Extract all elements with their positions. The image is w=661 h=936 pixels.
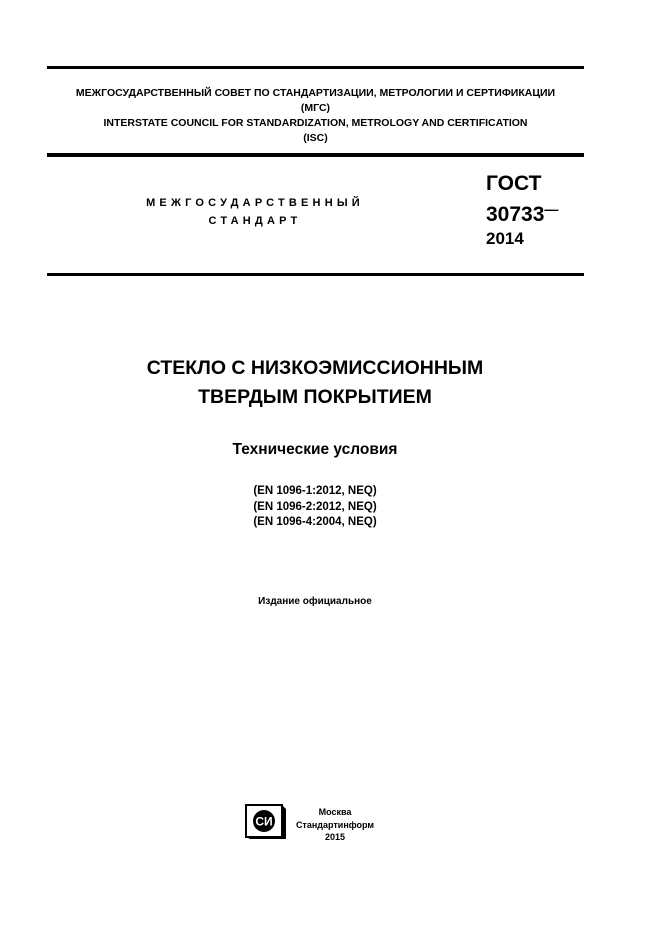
council-header — [47, 86, 584, 146]
gost-designation — [486, 172, 558, 252]
gost-number: 30733 — [486, 202, 545, 226]
standartinform-logo-icon — [245, 804, 287, 840]
publisher-year: 2015 — [324, 832, 346, 842]
council-name-ru: МЕЖГОСУДАРСТВЕННЫЙ СОВЕТ ПО СТАНДАРТИЗАЦИИ, МЕТРОЛОГИИ И СЕРТИФИКАЦИИ — [75, 87, 556, 99]
publisher-info — [285, 806, 385, 844]
gost-year: 2014 — [486, 229, 524, 248]
title-line1: СТЕКЛО С НИЗКОЭМИССИОННЫМ — [146, 357, 484, 379]
standard-type-line1: МЕЖГОСУДАРСТВЕННЫЙ — [146, 197, 364, 209]
title-line2: ТВЕРДЫМ ПОКРЫТИЕМ — [198, 386, 432, 408]
council-name-en: INTERSTATE COUNCIL FOR STANDARDIZATION, METROLOGY AND CERTIFICATION — [103, 117, 528, 129]
council-abbr-en: (ISC) — [303, 132, 328, 144]
standard-type-line2: СТАНДАРТ — [208, 215, 302, 227]
council-abbr-ru: (МГС) — [300, 102, 331, 114]
standard-divider — [47, 273, 584, 276]
publisher-name: Стандартинформ — [295, 819, 375, 830]
gost-dash: — — [544, 200, 559, 217]
top-rule — [47, 66, 584, 69]
document-subtitle: Технические условия — [232, 441, 398, 458]
reference-item: (EN 1096-4:2004, NEQ) — [253, 516, 377, 528]
standard-type — [110, 194, 400, 230]
document-title — [60, 354, 570, 412]
reference-item: (EN 1096-2:2012, NEQ) — [253, 500, 377, 513]
publisher-city: Москва — [318, 807, 352, 817]
gost-label: ГОСТ — [486, 172, 542, 195]
edition-note: Издание официальное — [258, 596, 372, 607]
reference-item: (EN 1096-1:2012, NEQ) — [253, 485, 377, 497]
reference-list — [60, 484, 570, 531]
header-divider — [47, 153, 584, 157]
svg-text:СИ: СИ — [255, 814, 273, 829]
